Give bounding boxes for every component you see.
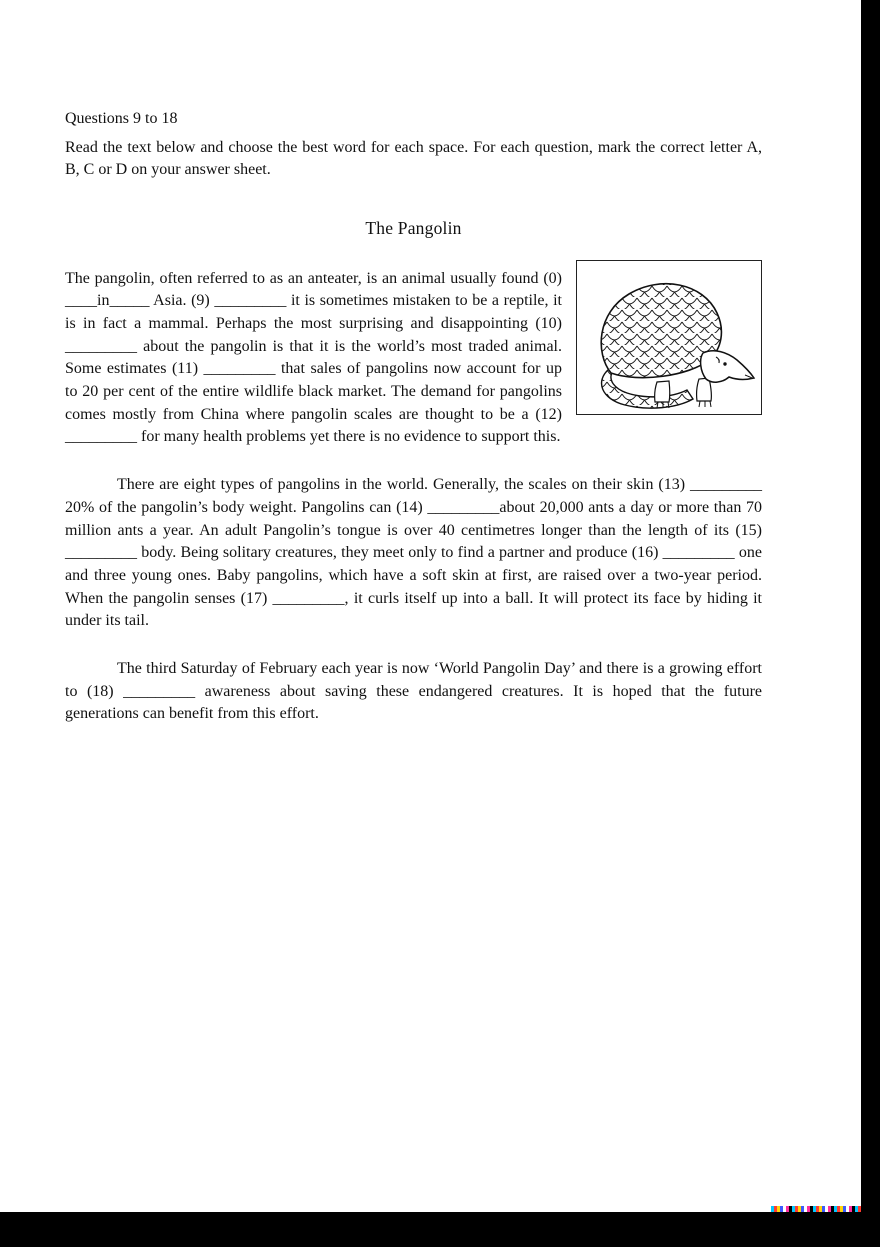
paragraph-1-text: The pangolin, often referred to as an anteater, is an animal usually found (0) ____in_____ Asia. (9) _________ it is sometimes mistaken to be a reptile, it is in fact a mammal. Perhaps the most surprising and disappointing (10) _________ about the pangolin is that it is the world’s most traded animal. Some estimates (11) _________ that sales of pangolins now account for up to 20 per cent of the entire wildlife black market. The demand for pangolins comes mostly from China where pangolin scales are thought to be a (12) _________ for many health problems yet there is no evidence to support this. bbox=[65, 269, 562, 446]
pangolin-figure bbox=[576, 260, 762, 415]
scan-noise-artifact bbox=[771, 1206, 861, 1212]
document-content bbox=[65, 108, 762, 726]
paragraph-2: There are eight types of pangolins in the world. Generally, the scales on their skin (13) _________ 20% of the pangolin’s body weight. Pangolins can (14) _________about 20,000 ants a day or more than 70 million ants a year. An adult Pangolin’s tongue is over 40 centimetres longer than the length of its (15) _________ body. Being solitary creatures, they meet only to find a partner and produce (16) _________ one and three young ones. Baby pangolins, which have a soft skin at first, are raised over a two-year period. When the pangolin senses (17) _________, it curls itself up into a ball. It will protect its face by hiding it under its tail. bbox=[65, 476, 762, 630]
document-title: The Pangolin bbox=[365, 217, 462, 238]
instructions-text: Read the text below and choose the best word for each space. For each question, mark the correct letter A, B, C or D on your answer sheet. bbox=[65, 138, 762, 178]
pangolin-illustration bbox=[577, 261, 761, 414]
scan-edge-right bbox=[861, 0, 880, 1247]
paragraph-1 bbox=[65, 268, 762, 450]
paragraph-3: The third Saturday of February each year is now ‘World Pangolin Day’ and there is a growing effort to (18) _________ awareness about saving these endangered creatures. It is hoped that the future generations can benefit from this effort. bbox=[65, 660, 762, 723]
scan-edge-bottom bbox=[0, 1212, 880, 1247]
question-range: Questions 9 to 18 bbox=[65, 110, 178, 127]
